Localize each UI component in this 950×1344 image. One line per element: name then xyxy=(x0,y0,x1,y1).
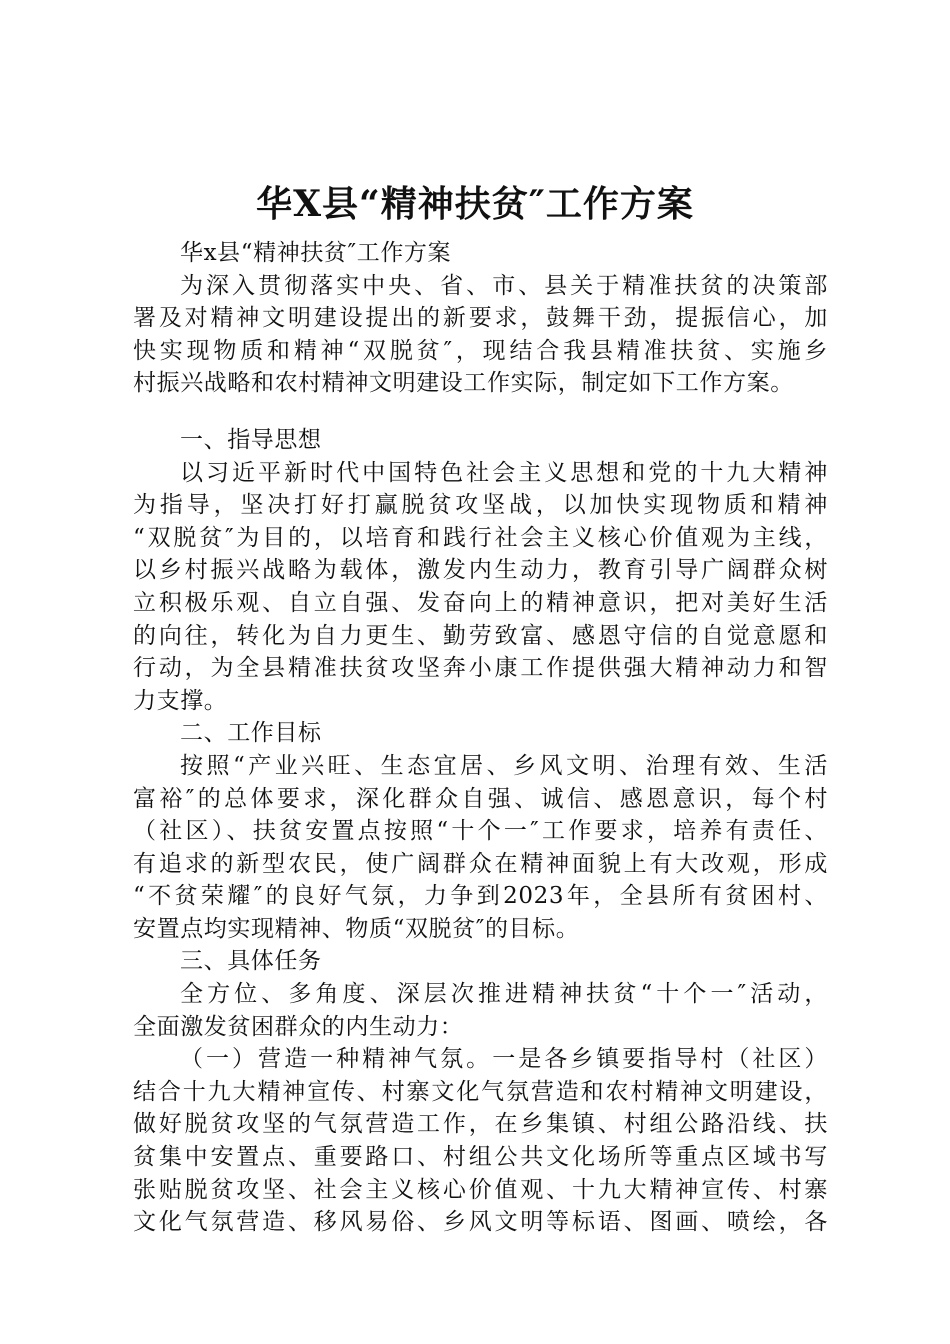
paragraph-line: 立积极乐观、自立自强、发奋向上的精神意识，把对美好生活 xyxy=(133,589,828,616)
section-heading: 三、具体任务 xyxy=(180,948,322,975)
paragraph-line: “双脱贫″为目的，以培育和践行社会主义核心价值观为主线， xyxy=(133,524,828,551)
section-heading: 一、指导思想 xyxy=(180,426,322,453)
subtitle-line: 华x县“精神扶贫″工作方案 xyxy=(180,240,452,266)
paragraph-line: 做好脱贫攻坚的气氛营造工作，在乡集镇、村组公路沿线、扶 xyxy=(133,1111,828,1138)
paragraph-line: 张贴脱贫攻坚、社会主义核心价值观、十九大精神宣传、村寨 xyxy=(133,1176,828,1203)
paragraph-line: 按照“产业兴旺、生态宜居、乡风文明、治理有效、生活 xyxy=(180,752,828,779)
paragraph-line: 文化气氛营造、移风易俗、乡风文明等标语、图画、喷绘，各 xyxy=(133,1209,828,1236)
paragraph-line: 的向往，转化为自力更生、勤劳致富、感恩守信的自觉意愿和 xyxy=(133,622,828,649)
paragraph-line: 安置点均实现精神、物质“双脱贫″的目标。 xyxy=(133,915,580,942)
document-title: 华X县“精神扶贫″工作方案 xyxy=(256,183,694,225)
paragraph-line: 以乡村振兴战略为载体，激发内生动力，教育引导广阔群众树 xyxy=(133,557,828,584)
paragraph-gap xyxy=(133,400,828,424)
paragraph-line: 署及对精神文明建设提出的新要求，鼓舞干劲，提振信心，加 xyxy=(133,305,828,332)
paragraph-line: 力支撑。 xyxy=(133,687,228,714)
paragraph-line: 行动，为全县精准扶贫攻坚奔小康工作提供强大精神动力和智 xyxy=(133,655,828,682)
paragraph-line: 为指导，坚决打好打赢脱贫攻坚战，以加快实现物质和精神 xyxy=(133,492,828,519)
paragraph-line: “不贫荣耀″的良好气氛，力争到2023年，全县所有贫困村、 xyxy=(133,883,828,910)
paragraph-line: 为深入贯彻落实中央、省、市、县关于精准扶贫的决策部 xyxy=(180,272,828,299)
paragraph-line: （社区）、扶贫安置点按照“十个一″工作要求，培养有责任、 xyxy=(133,818,828,845)
paragraph-line: 村振兴战略和农村精神文明建设工作实际，制定如下工作方案。 xyxy=(133,370,794,397)
paragraph-line: 结合十九大精神宣传、村寨文化气氛营造和农村精神文明建设， xyxy=(133,1078,828,1105)
section-heading: 二、工作目标 xyxy=(180,720,322,747)
paragraph-line: 以习近平新时代中国特色社会主义思想和党的十九大精神 xyxy=(180,459,828,486)
paragraph-line: 全面激发贫困群众的内生动力： xyxy=(133,1013,464,1040)
paragraph-line: （一）营造一种精神气氛。一是各乡镇要指导村（社区） xyxy=(180,1046,828,1073)
paragraph-line: 全方位、多角度、深层次推进精神扶贫“十个一″活动， xyxy=(180,981,828,1008)
paragraph-line: 贫集中安置点、重要路口、村组公共文化场所等重点区域书写 xyxy=(133,1144,828,1171)
paragraph-line: 富裕″的总体要求，深化群众自强、诚信、感恩意识，每个村 xyxy=(133,785,828,812)
paragraph-line: 有追求的新型农民，使广阔群众在精神面貌上有大改观，形成 xyxy=(133,850,828,877)
document-body xyxy=(133,237,828,1239)
paragraph-line: 快实现物质和精神“双脱贫″，现结合我县精准扶贫、实施乡 xyxy=(133,337,828,364)
